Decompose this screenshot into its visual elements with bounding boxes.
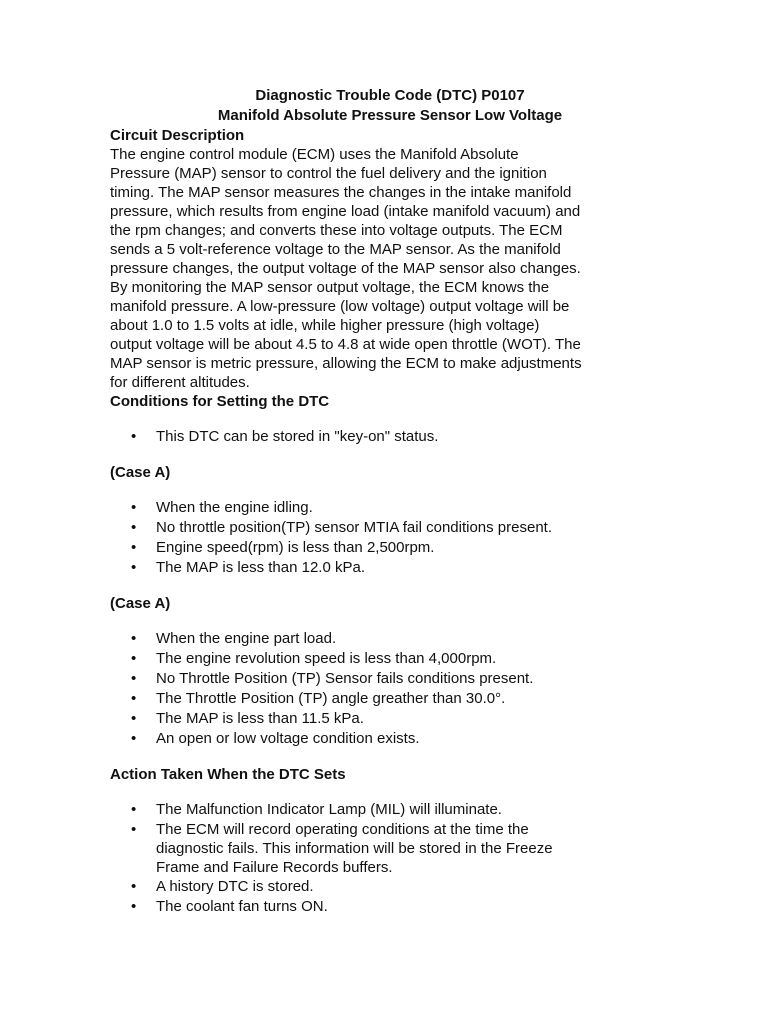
bullet-icon: •	[131, 710, 137, 727]
text-line: MAP sensor is metric pressure, allowing the ECM to make adjustments	[110, 355, 582, 372]
circuit-description-text	[110, 145, 670, 392]
text-line: manifold pressure. A low-pressure (low voltage) output voltage will be	[110, 298, 570, 315]
list-item	[110, 877, 670, 897]
list-item-text: When the engine part load.	[156, 630, 337, 647]
action-heading: Action Taken When the DTC Sets	[110, 766, 346, 783]
list-item-text: Engine speed(rpm) is less than 2,500rpm.	[156, 539, 435, 556]
list-item-text: The coolant fan turns ON.	[156, 898, 328, 915]
list-item	[110, 729, 670, 749]
bullet-icon: •	[131, 801, 137, 818]
list-item-text: When the engine idling.	[156, 499, 313, 516]
list-item	[110, 629, 670, 649]
list-item	[110, 709, 670, 729]
list-item	[110, 820, 670, 877]
list-item	[110, 518, 670, 538]
list-item	[110, 669, 670, 689]
text-line: pressure, which results from engine load (intake manifold vacuum) and	[110, 203, 581, 220]
document-title-line2: Manifold Absolute Pressure Sensor Low Voltage	[217, 107, 563, 124]
conditions-list	[110, 427, 670, 447]
list-item	[110, 498, 670, 518]
text-line: for different altitudes.	[110, 374, 250, 391]
list-item	[110, 558, 670, 578]
list-item	[110, 800, 670, 820]
conditions-heading: Conditions for Setting the DTC	[110, 393, 330, 410]
list-item-text: The MAP is less than 12.0 kPa.	[156, 559, 365, 576]
list-item	[110, 649, 670, 669]
document-title-line1: Diagnostic Trouble Code (DTC) P0107	[255, 87, 525, 104]
list-item-line: diagnostic fails. This information will be stored in the Freeze	[156, 840, 553, 857]
action-list	[110, 800, 670, 917]
list-item-text: No Throttle Position (TP) Sensor fails conditions present.	[156, 670, 534, 687]
text-line: the rpm changes; and converts these into voltage outputs. The ECM	[110, 222, 563, 239]
case-a-idle-list	[110, 498, 670, 578]
list-item-text: The MAP is less than 11.5 kPa.	[156, 710, 364, 727]
bullet-icon: •	[131, 670, 137, 687]
bullet-icon: •	[131, 499, 137, 516]
bullet-icon: •	[131, 898, 137, 915]
bullet-icon: •	[131, 428, 137, 445]
bullet-icon: •	[131, 539, 137, 556]
circuit-description-heading: Circuit Description	[110, 127, 245, 144]
list-item-text: An open or low voltage condition exists.	[156, 730, 420, 747]
text-line: Pressure (MAP) sensor to control the fuel delivery and the ignition	[110, 165, 547, 182]
list-item	[110, 897, 670, 917]
list-item	[110, 689, 670, 709]
list-item-line: Frame and Failure Records buffers.	[156, 859, 393, 876]
text-line: timing. The MAP sensor measures the changes in the intake manifold	[110, 184, 572, 201]
case-a-part-load-list	[110, 629, 670, 749]
list-item-text: A history DTC is stored.	[156, 878, 314, 895]
list-item-text: The engine revolution speed is less than 4,000rpm.	[156, 650, 497, 667]
list-item-text: The Throttle Position (TP) angle greather than 30.0°.	[156, 690, 506, 707]
bullet-icon: •	[131, 821, 137, 838]
bullet-icon: •	[131, 559, 137, 576]
case-a-heading: (Case A)	[110, 464, 171, 481]
text-line: about 1.0 to 1.5 volts at idle, while higher pressure (high voltage)	[110, 317, 540, 334]
text-line: By monitoring the MAP sensor output voltage, the ECM knows the	[110, 279, 550, 296]
text-line: The engine control module (ECM) uses the Manifold Absolute	[110, 146, 519, 163]
text-line: pressure changes, the output voltage of the MAP sensor also changes.	[110, 260, 581, 277]
bullet-icon: •	[131, 730, 137, 747]
bullet-icon: •	[131, 650, 137, 667]
bullet-icon: •	[131, 630, 137, 647]
text-line: sends a 5 volt-reference voltage to the MAP sensor. As the manifold	[110, 241, 561, 258]
text-line: output voltage will be about 4.5 to 4.8 at wide open throttle (WOT). The	[110, 336, 581, 353]
bullet-icon: •	[131, 519, 137, 536]
list-item-text: No throttle position(TP) sensor MTIA fail conditions present.	[156, 519, 553, 536]
bullet-icon: •	[131, 690, 137, 707]
list-item-text: This DTC can be stored in "key-on" status.	[156, 428, 439, 445]
list-item	[110, 538, 670, 558]
list-item	[110, 427, 670, 447]
case-a-heading: (Case A)	[110, 595, 171, 612]
list-item-text: The Malfunction Indicator Lamp (MIL) will illuminate.	[156, 801, 502, 818]
bullet-icon: •	[131, 878, 137, 895]
document-page	[110, 86, 670, 917]
list-item-line: The ECM will record operating conditions at the time the	[156, 821, 529, 838]
